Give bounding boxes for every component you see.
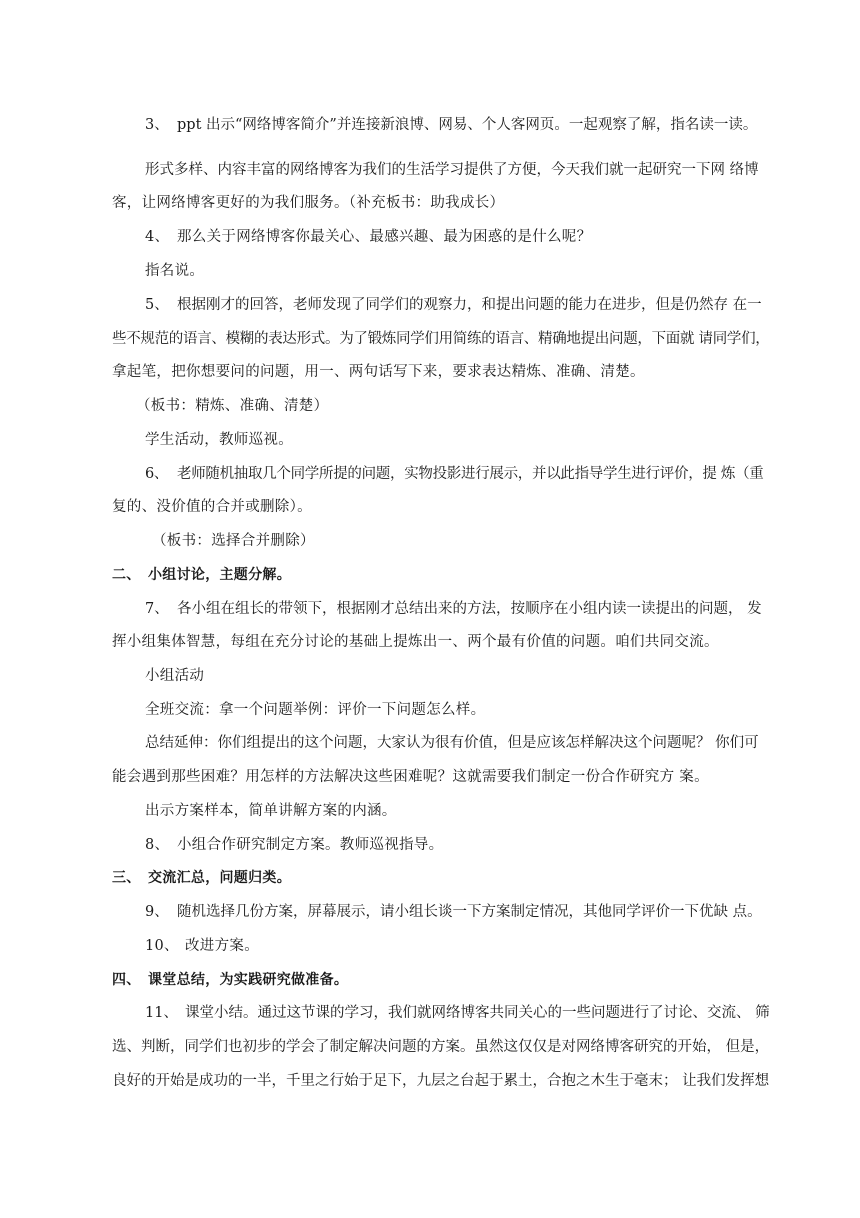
paragraph-4 (145, 227, 591, 247)
board-note-2: （板书：选择合并删除） (152, 533, 315, 549)
paragraph-text: 随机选择几份方案，屏幕展示，请小组长谈一下方案制定情况，其他同学评价一下优缺 点。 (177, 904, 762, 920)
paragraph-text: 改进方案。 (185, 938, 259, 954)
paragraph-5-line1 (145, 295, 762, 315)
summary-line2: 能会遇到那些困难？用怎样的方法解决这些困难呢？这就需要我们制定一份合作研究方 案。 (112, 769, 709, 785)
paragraph-4b: 指名说。 (145, 263, 205, 279)
item-number: 11、 (145, 1005, 178, 1021)
paragraph-text: 老师随机抽取几个同学所提的问题，实物投影进行展示，并以此指导学生进行评价，提 炼（重 (177, 466, 764, 482)
board-note-1: （板书：精炼、准确、清楚） (136, 398, 329, 414)
section-title: 课堂总结，为实践研究做准备。 (148, 972, 349, 988)
paragraph-3b-line1: 形式多样、内容丰富的网络博客为我们的生活学习提供了方便，今天我们就一起研究一下网 络博 (145, 162, 759, 178)
item-number: 9、 (145, 904, 169, 920)
paragraph-9 (145, 902, 762, 922)
paragraph-text: 课堂小结。通过这节课的学习，我们就网络博客共同关心的一些问题进行了讨论、交流、 筛 (185, 1005, 770, 1021)
student-activity: 学生活动，教师巡视。 (145, 432, 293, 448)
section-number: 三、 (112, 870, 141, 886)
section-3-heading (112, 868, 291, 888)
paragraph-text: 那么关于网络博客你最关心、最感兴趣、最为困惑的是什么呢？ (177, 229, 592, 245)
paragraph-5-line3: 拿起笔，把你想要问的问题，用一、两句话写下来，要求表达精炼、准确、清楚。 (112, 364, 645, 380)
paragraph-6-line1 (145, 464, 764, 484)
item-number: 10、 (145, 938, 179, 954)
section-title: 小组讨论，主题分解。 (148, 567, 291, 583)
item-number: 8、 (145, 837, 170, 853)
section-number: 四、 (112, 972, 141, 988)
paragraph-5-line2: 些不规范的语言、模糊的表达形式。为了锻炼同学们用简练的语言、精确地提出问题，下面就 请同学们， (112, 331, 770, 347)
paragraph-11-line3: 良好的开始是成功的一半，千里之行始于足下，九层之台起于累土，合抱之木生于毫末； 让我们发挥想 (112, 1073, 770, 1089)
section-title: 交流汇总，问题归类。 (148, 870, 291, 886)
group-activity: 小组活动 (145, 668, 205, 684)
paragraph-11-line2: 选、判断，同学们也初步的学会了制定解决问题的方案。虽然这仅仅是对网络博客研究的开始， 但是， (112, 1039, 770, 1055)
paragraph-text: ppt 出示“网络博客简介”并连接新浪博、网易、个人客网页。一起观察了解，指名读一读。 (177, 117, 758, 133)
section-number: 二、 (112, 567, 141, 583)
paragraph-10 (145, 936, 259, 956)
paragraph-6-line2: 复的、没价值的合并或删除）。 (112, 499, 312, 515)
paragraph-text: 各小组在组长的带领下，根据刚才总结出来的方法，按顺序在小组内读一读提出的问题， 发 (177, 601, 762, 617)
paragraph-3 (145, 115, 757, 135)
paragraph-11-line1 (145, 1003, 770, 1023)
item-number: 3、 (145, 117, 169, 133)
paragraph-7-line2: 挥小组集体智慧，每组在充分讨论的基础上提炼出一、两个最有价值的问题。咱们共同交流。 (112, 634, 719, 650)
paragraph-text: 小组合作研究制定方案。教师巡视指导。 (177, 837, 444, 853)
item-number: 6、 (145, 466, 169, 482)
item-number: 7、 (145, 601, 169, 617)
class-exchange: 全班交流：拿一个问题举例：评价一下问题怎么样。 (145, 702, 486, 718)
paragraph-text: 根据刚才的回答，老师发现了同学们的观察力，和提出问题的能力在进步，但是仍然存 在一 (177, 297, 762, 313)
paragraph-3b-line2: 客，让网络博客更好的为我们服务。（补充板书：助我成长） (112, 195, 505, 211)
item-number: 4、 (145, 229, 170, 245)
paragraph-8 (145, 835, 443, 855)
paragraph-7-line1 (145, 599, 762, 619)
show-plan: 出示方案样本，简单讲解方案的内涵。 (145, 803, 397, 819)
summary-line1: 总结延伸：你们组提出的这个问题，大家认为很有价值，但是应该怎样解决这个问题呢？ 你们可 (145, 735, 759, 751)
section-2-heading (112, 565, 291, 585)
item-number: 5、 (145, 297, 169, 313)
section-4-heading (112, 970, 348, 990)
